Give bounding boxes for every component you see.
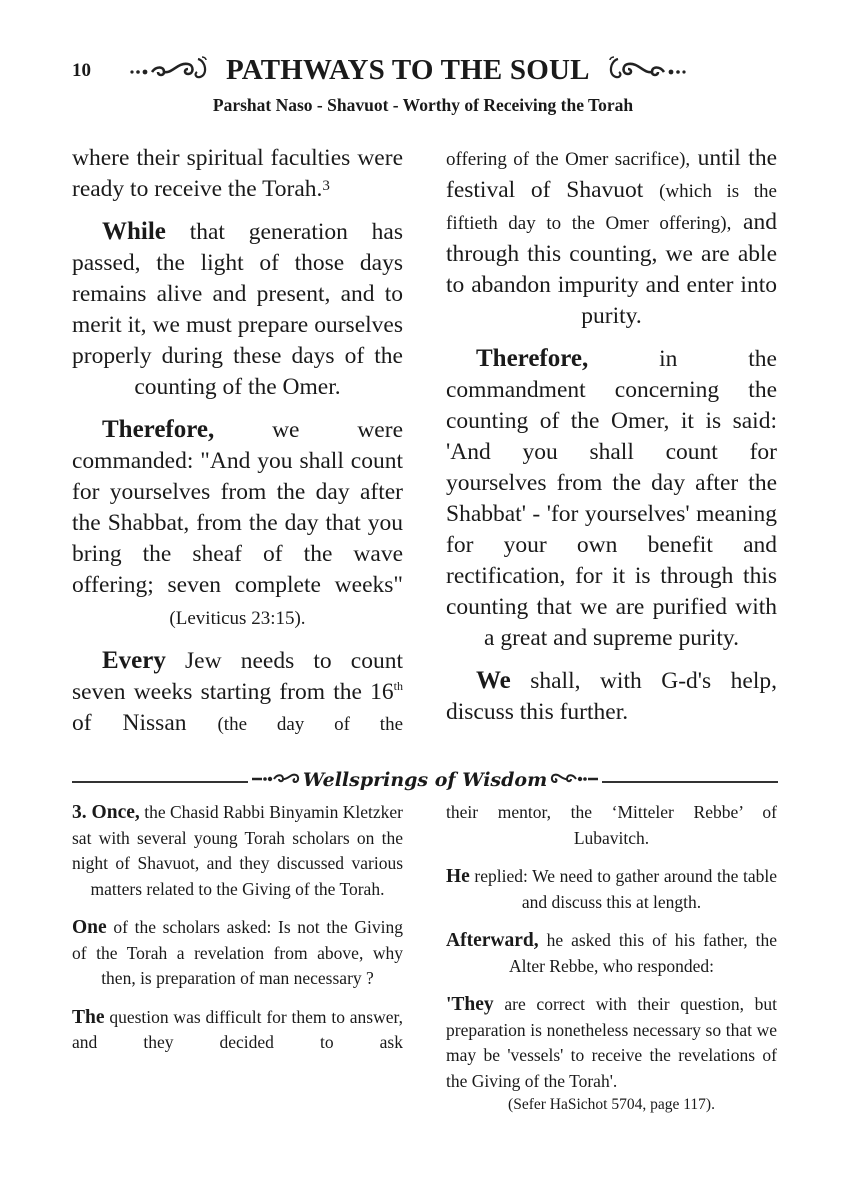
footnote-paragraph [446, 928, 777, 979]
paragraph [446, 665, 777, 728]
lead-word: He [446, 866, 470, 887]
divider-rule-right [602, 781, 778, 783]
paragraph-text: where their spiritual faculties were ready to receive the Torah. [72, 145, 403, 202]
superscript: th [393, 679, 403, 694]
paragraph [446, 343, 777, 654]
paragraph-text: of Nissan [72, 710, 218, 736]
paragraph [72, 414, 403, 634]
paragraph-text: we were commanded: "And you shall count for yourselves from the day after the Shabbat, from the day that you bring the sheaf of the wave offering; seven complete weeks" [72, 417, 403, 598]
lead-word: While [102, 218, 166, 245]
paragraph-text: Jew needs to count seven weeks starting from the 16 [72, 648, 403, 705]
paragraph-text: of the scholars asked: Is not the Giving of the Torah a revelation from above, why then, is preparation of man necessary ? [72, 917, 403, 988]
lead-word: One [72, 917, 107, 938]
footnote-paragraph [72, 1005, 403, 1056]
footnote-paragraph [72, 915, 403, 992]
paragraph-text: and through this counting, we are able to abandon impurity and enter into purity. [446, 209, 777, 329]
paragraph [446, 143, 777, 332]
main-left-column [72, 143, 403, 751]
lead-word: 3. Once, [72, 802, 140, 823]
lead-word: 'They [446, 994, 494, 1015]
flourish-right-icon [596, 53, 688, 88]
paragraph-text: replied: We need to gather around the table and discuss this at length. [469, 866, 777, 912]
running-title [128, 50, 728, 90]
flourish-left-icon [252, 769, 300, 792]
paragraph-text: that generation has passed, the light of those days remains alive and present, and to merit it, we must prepare ourselves properly during these days of the counting of the Omer. [72, 219, 403, 400]
section-title: Wellsprings of Wisdom [302, 769, 548, 791]
paragraph-text: in the commandment concerning the counting of the Omer, it is said: 'And you shall count for yourselves from the day after the Shabbat' - 'for yourselves' meaning for your own benefit and rectification, for it is through this counting that we are purified with a great and supreme purity. [446, 346, 777, 651]
paragraph-text: he asked this of his father, the Alter Rebbe, who responded: [508, 930, 777, 976]
parenthetical: (which is the fiftieth day to the Omer offering), [446, 181, 777, 234]
section-heading [248, 768, 602, 792]
footnote-paragraph [446, 800, 777, 851]
paragraph-text: are correct with their question, but preparation is nonetheless necessary so that we may be 'vessels' to receive the revelations of the Giving of the Torah'. [446, 994, 777, 1091]
citation: (Leviticus 23:15). [169, 608, 306, 629]
footnote-reference[interactable]: 3 [322, 178, 330, 194]
parenthetical: offering of the Omer sacrifice), [446, 149, 691, 170]
lead-word: Therefore, [476, 345, 589, 372]
footnote-paragraph [446, 864, 777, 915]
lead-word: Afterward, [446, 930, 539, 951]
section-divider [72, 771, 778, 791]
footnote-paragraph [72, 800, 403, 902]
footnote-left-column [72, 800, 403, 1069]
paragraph [72, 143, 403, 205]
flourish-right-icon [550, 769, 598, 792]
paragraph-text: until the festival of Shavuot [446, 145, 777, 203]
main-right-column [446, 143, 777, 739]
paragraph [72, 216, 403, 403]
paragraph-text: question was difficult for them to answer, and they decided to ask [72, 1006, 403, 1052]
page-number: 10 [72, 60, 91, 81]
lead-word: We [476, 667, 511, 694]
paragraph-text: their mentor, the ‘Mitteler Rebbe’ of Lubavitch. [446, 802, 777, 848]
divider-rule-left [72, 781, 248, 783]
source-citation: (Sefer HaSichot 5704, page 117). [508, 1096, 715, 1113]
lead-word: The [72, 1006, 105, 1028]
paragraph-text: the Chasid Rabbi Binyamin Kletzker sat with several young Torah scholars on the night of Shavuot, and they discussed various matters related to the Giving of the Torah. [72, 802, 404, 899]
parenthetical: (the day of the [217, 714, 404, 735]
paragraph [72, 645, 403, 740]
lead-word: Therefore, [102, 416, 215, 443]
chapter-subtitle: Parshat Naso - Shavuot - Worthy of Receiving the Torah [212, 95, 634, 115]
footnote-right-column [446, 800, 777, 1118]
flourish-left-icon [128, 53, 220, 88]
paragraph-text: shall, with G-d's help, discuss this further. [446, 668, 777, 725]
lead-word: Every [102, 647, 166, 674]
footnote-paragraph [446, 992, 777, 1118]
book-title: PATHWAYS TO THE SOUL [226, 53, 590, 86]
